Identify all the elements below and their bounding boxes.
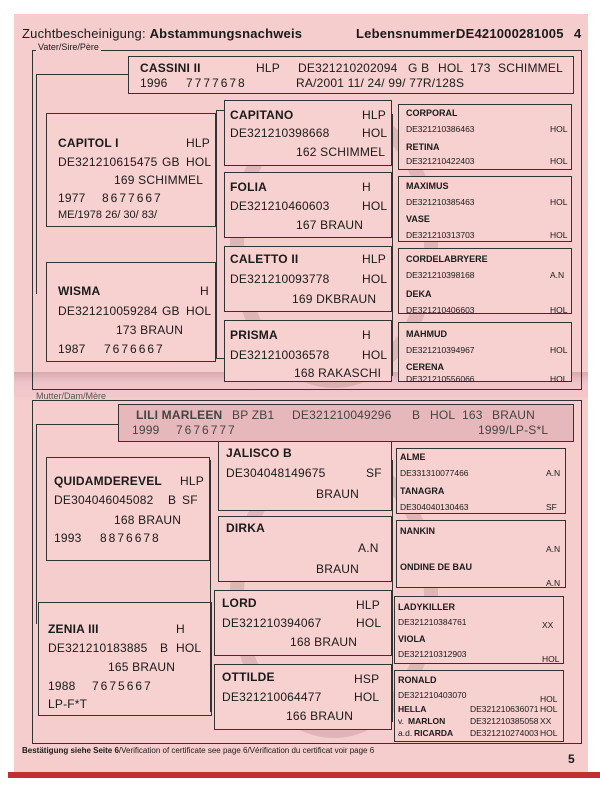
g5-reg: HOL xyxy=(540,704,558,714)
g3-breed: H xyxy=(362,328,371,342)
g3-reg: HOL xyxy=(356,616,382,630)
g3-size-color: 169 DKBRAUN xyxy=(292,292,377,306)
g4-reg: HOL xyxy=(550,305,568,315)
g3-reg: HOL xyxy=(362,348,388,362)
g3-name: FOLIA xyxy=(230,180,267,194)
g4-reg: XX xyxy=(542,620,554,630)
g3-size-color: 167 BRAUN xyxy=(296,218,364,232)
g4-reg: HOL xyxy=(550,197,568,207)
g4-name: VIOLA xyxy=(398,634,426,644)
g5-prefix: v. xyxy=(398,716,404,726)
grandsire-year: 1993 xyxy=(54,531,82,545)
g4-reg: SF xyxy=(546,502,557,512)
lebensnummer-value: DE421000281005 xyxy=(456,26,564,41)
header-title: Zuchtbescheinigung: Abstammungsnachweis xyxy=(22,26,303,41)
g5-prefix: a.d. xyxy=(398,728,413,738)
g4-ueln: DE321210406603 xyxy=(406,305,475,315)
grandsire-box xyxy=(46,457,210,561)
g4-reg: HOL xyxy=(542,654,560,664)
grandsire-name: CAPITOL I xyxy=(58,136,119,150)
grandsire-ueln: DE304046045082 xyxy=(54,493,154,507)
g4-name: NANKIN xyxy=(400,526,435,536)
g4-ueln: DE331310077466 xyxy=(400,468,469,478)
g4-reg: HOL xyxy=(550,345,568,355)
sire-code: 7777678 xyxy=(186,76,247,90)
connector-line xyxy=(392,114,393,376)
g3-ueln: DE321210398668 xyxy=(230,126,330,140)
g5-reg: XX xyxy=(540,716,552,726)
grandsire-extra: B xyxy=(168,493,177,507)
g4-ueln: DE304040130463 xyxy=(400,502,469,512)
g4-name: CERENA xyxy=(406,362,445,372)
grandsire-perf: ME/1978 26/ 30/ 83/ xyxy=(58,209,158,221)
g3-size-color: 162 SCHIMMEL xyxy=(296,145,386,159)
g4-name: VASE xyxy=(406,214,430,224)
g4-name: CORPORAL xyxy=(406,108,458,118)
connector-line xyxy=(36,74,128,75)
g3-reg: HOL xyxy=(354,690,380,704)
connector-line xyxy=(216,110,217,358)
g3-name: LORD xyxy=(222,596,257,610)
g4-ueln: DE321210312903 xyxy=(398,649,467,659)
g3-reg: A.N xyxy=(358,541,379,555)
granddam-perf: LP-F*T xyxy=(48,697,88,711)
g4-name: CORDELABRYERE xyxy=(406,254,488,264)
granddam-breed: H xyxy=(200,284,209,298)
sire-ueln: DE321210202094 xyxy=(298,61,398,75)
g3-breed: HLP xyxy=(362,108,386,122)
g4-ueln: DE321210386463 xyxy=(406,124,475,134)
g4-reg: HOL xyxy=(550,124,568,134)
g3-name: DIRKA xyxy=(226,521,265,535)
g4-name: DEKA xyxy=(406,289,432,299)
g4-name: RONALD xyxy=(398,675,437,685)
granddam-code: 7675667 xyxy=(92,679,153,693)
g4-name: MAHMUD xyxy=(406,329,447,339)
sire-year: 1996 xyxy=(140,76,168,90)
dam-year: 1999 xyxy=(132,423,160,437)
grandsire-name: QUIDAMDEREVEL xyxy=(54,474,162,488)
g3-reg: HOL xyxy=(362,126,388,140)
grandsire-size-color: 169 SCHIMMEL xyxy=(114,173,204,187)
g4-reg: HOL xyxy=(550,230,568,240)
g3-ueln: DE304048149675 xyxy=(226,466,326,480)
g4-name: RETINA xyxy=(406,142,440,152)
granddam-reg: HOL xyxy=(186,304,212,318)
g5-name: RICARDA xyxy=(414,728,454,738)
dam-extra: B xyxy=(412,408,421,422)
grandsire-code: 8677667 xyxy=(102,191,163,205)
g5-ueln: DE321210274003 xyxy=(470,728,539,738)
g4-reg: A.N xyxy=(546,468,561,478)
g3-breed: HLP xyxy=(362,252,386,266)
g4-reg: HOL xyxy=(550,156,568,166)
g3-size-color: 166 BRAUN xyxy=(286,709,354,723)
granddam-year: 1988 xyxy=(48,679,76,693)
granddam-name: ZENIA III xyxy=(48,622,99,636)
grandsire-code: 8876678 xyxy=(100,531,161,545)
g3-ueln: DE321210460603 xyxy=(230,199,330,213)
g3-name: PRISMA xyxy=(230,328,278,342)
g4-reg: HOL xyxy=(550,374,568,384)
grandsire-size-color: 168 BRAUN xyxy=(114,513,182,527)
g5-ueln: DE321210385058 xyxy=(470,716,539,726)
footer-note: Bestätigung siehe Seite 6/Verification of certificate see page 6/Vérification du certificat voir page 6 xyxy=(22,746,375,755)
connector-line xyxy=(36,424,118,425)
g3-ueln: DE321210394067 xyxy=(222,616,322,630)
sire-perf: RA/2001 11/ 24/ 99/ 77R/128S xyxy=(296,76,465,90)
sire-extra: G B xyxy=(408,61,430,75)
cover-edge xyxy=(8,772,600,778)
g5-name: HELLA xyxy=(398,704,427,714)
g5-name: MARLON xyxy=(408,716,446,726)
g3-size-color: BRAUN xyxy=(316,487,360,501)
g4-reg: A.N xyxy=(546,544,561,554)
g3-ueln: DE321210036578 xyxy=(230,348,330,362)
g4-reg: HOL xyxy=(540,694,558,704)
grandsire-reg: HOL xyxy=(186,155,212,169)
granddam-name: WISMA xyxy=(58,284,101,298)
g4-ueln: DE321210313703 xyxy=(406,230,475,240)
g3-name: CAPITANO xyxy=(230,108,294,122)
grandsire-breed: HLP xyxy=(180,474,204,488)
g5-reg: HOL xyxy=(540,728,558,738)
dam-ueln: DE321210049296 xyxy=(292,408,392,422)
g3-size-color: BRAUN xyxy=(316,562,360,576)
g4-reg: A.N xyxy=(550,270,565,280)
granddam-ueln: DE321210183885 xyxy=(48,641,148,655)
g4-ueln: DE321210398168 xyxy=(406,270,475,280)
g3-breed: H xyxy=(362,180,371,194)
g3-name: OTTILDE xyxy=(222,670,275,684)
granddam-reg: HOL xyxy=(176,641,202,655)
page-number-bottom: 5 xyxy=(568,752,575,766)
lebensnummer-label: Lebensnummer: xyxy=(356,26,460,41)
connector-line xyxy=(36,74,37,294)
sire-reg: HOL xyxy=(438,61,464,75)
granddam-breed: H xyxy=(176,622,185,636)
sire-breed: HLP xyxy=(256,61,280,75)
dam-name: LILI MARLEEN xyxy=(136,408,223,422)
granddam-size-color: 173 BRAUN xyxy=(116,323,184,337)
g4-ueln: DE321210384761 xyxy=(398,617,467,627)
g3-reg: HOL xyxy=(362,199,388,213)
g3-breed: HSP xyxy=(354,672,380,686)
dam-perf: 1999/LP-S*L xyxy=(478,423,549,437)
g3-reg: HOL xyxy=(362,272,388,286)
granddam-ueln: DE321210059284 xyxy=(58,304,158,318)
g4-ueln: DE321210394967 xyxy=(406,345,475,355)
page-number-top: 4 xyxy=(574,26,582,41)
grandsire-breed: HLP xyxy=(186,136,210,150)
g4-name: ONDINE DE BAU xyxy=(400,562,473,572)
grandsire-year: 1977 xyxy=(58,191,86,205)
g4-name: ALME xyxy=(400,452,426,462)
g3-reg: SF xyxy=(366,466,382,480)
dam-section-label: Mutter/Dam/Mère xyxy=(36,391,107,401)
grandsire-reg: SF xyxy=(182,493,198,507)
sire-section-label: Vater/Sire/Père xyxy=(38,42,99,52)
granddam-extra: B xyxy=(160,641,169,655)
granddam-year: 1987 xyxy=(58,342,86,356)
g4-ueln: DE321210403070 xyxy=(398,690,467,700)
dam-code: 7676777 xyxy=(176,423,237,437)
connector-line xyxy=(36,424,37,624)
g3-size-color: 168 RAKASCHI xyxy=(294,366,382,380)
g4-name: MAXIMUS xyxy=(406,181,449,191)
g4-reg: A.N xyxy=(546,578,561,588)
g5-ueln: DE321210636071 xyxy=(470,704,539,714)
g3-ueln: DE321210093778 xyxy=(230,272,330,286)
dam-breed: BP ZB1 xyxy=(232,408,275,422)
granddam-size-color: 165 BRAUN xyxy=(108,660,176,674)
g4-ueln: DE321210385463 xyxy=(406,197,475,207)
granddam-code: 7676667 xyxy=(104,342,165,356)
g3-breed: HLP xyxy=(356,598,380,612)
dam-color: BRAUN xyxy=(492,408,536,422)
grandsire-ueln: DE321210615475 xyxy=(58,155,158,169)
g4-name: LADYKILLER xyxy=(398,602,455,612)
sire-name: CASSINI II xyxy=(140,61,201,75)
dam-reg: HOL xyxy=(430,408,456,422)
grandsire-extra: GB xyxy=(162,155,180,169)
g3-name: CALETTO II xyxy=(230,252,299,266)
g4-ueln: DE321210556066 xyxy=(406,374,475,384)
granddam-extra: GB xyxy=(162,304,180,318)
g4-ueln: DE321210422403 xyxy=(406,156,475,166)
g3-name: JALISCO B xyxy=(226,446,292,460)
connector-line xyxy=(392,460,393,722)
connector-line xyxy=(210,460,211,712)
dam-height: 163 xyxy=(462,408,483,422)
g3-size-color: 168 BRAUN xyxy=(290,635,358,649)
g4-name: TANAGRA xyxy=(400,486,445,496)
sire-height: 173 xyxy=(470,61,491,75)
sire-color: SCHIMMEL xyxy=(498,61,563,75)
g3-ueln: DE321210064477 xyxy=(222,690,322,704)
